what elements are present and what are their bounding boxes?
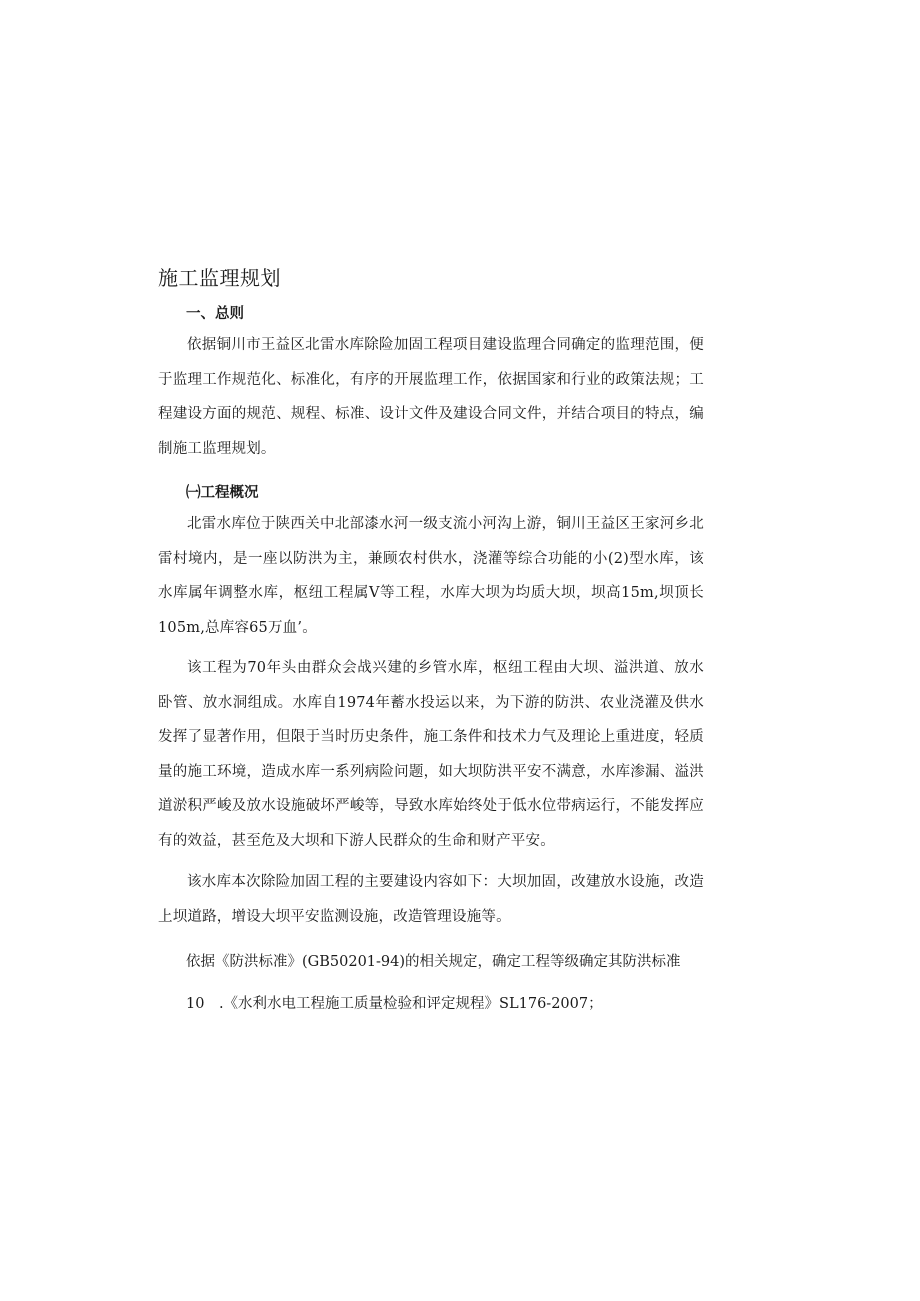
- general-paragraph: 依据铜川市王益区北雷水库除险加固工程项目建设监理合同确定的监理范围，便于监理工作规范化、标准化，有序的开展监理工作，依据国家和行业的政策法规；工程建设方面的规范、规程、标准、设计文件及建设合同文件，并结合项目的特点，编制施工监理规划。: [158, 337, 704, 457]
- overview-paragraph-location: 北雷水库位于陕西关中北部漆水河一级支流小河沟上游，铜川王益区王家河乡北雷村境内，是一座以防洪为主，兼顾农村供水，浇灌等综合功能的小(2)型水库，该水库属年调整水库，枢纽工程属Ⅴ等工程，水库大坝为均质大坝，坝高15m,坝顶长105m,总库容65万血’。: [158, 516, 704, 636]
- section-heading-project-overview: ㈠工程概况: [186, 485, 259, 501]
- reference-standard-line: 10 .《水利水电工程施工质量检验和评定规程》SL176-2007；: [186, 996, 603, 1012]
- section-heading-general: 一、总则: [186, 306, 244, 322]
- flood-standard-line: 依据《防洪标准》(GB50201-94)的相关规定，确定工程等级确定其防洪标准: [186, 954, 681, 970]
- overview-paragraph-scope: 该水库本次除险加固工程的主要建设内容如下：大坝加固，改建放水设施，改造上坝道路，增设大坝平安监测设施，改造管理设施等。: [158, 874, 704, 925]
- document-title: 施工监理规划: [158, 266, 281, 290]
- overview-paragraph-history: 该工程为70年头由群众会战兴建的乡管水库，枢纽工程由大坝、溢洪道、放水卧管、放水洞组成。水库自1974年蓄水投运以来，为下游的防洪、农业浇灌及供水发挥了显著作用，但限于当时历史条件，施工条件和技术力气及理论上重进度，轻质量的施工环境，造成水库一系列病险问题，如大坝防洪平安不满意，水库渗漏、溢洪道淤积严峻及放水设施破坏严峻等，导致水库始终处于低水位带病运行，不能发挥应有的效益，甚至危及大坝和下游人民群众的生命和财产平安。: [158, 660, 704, 849]
